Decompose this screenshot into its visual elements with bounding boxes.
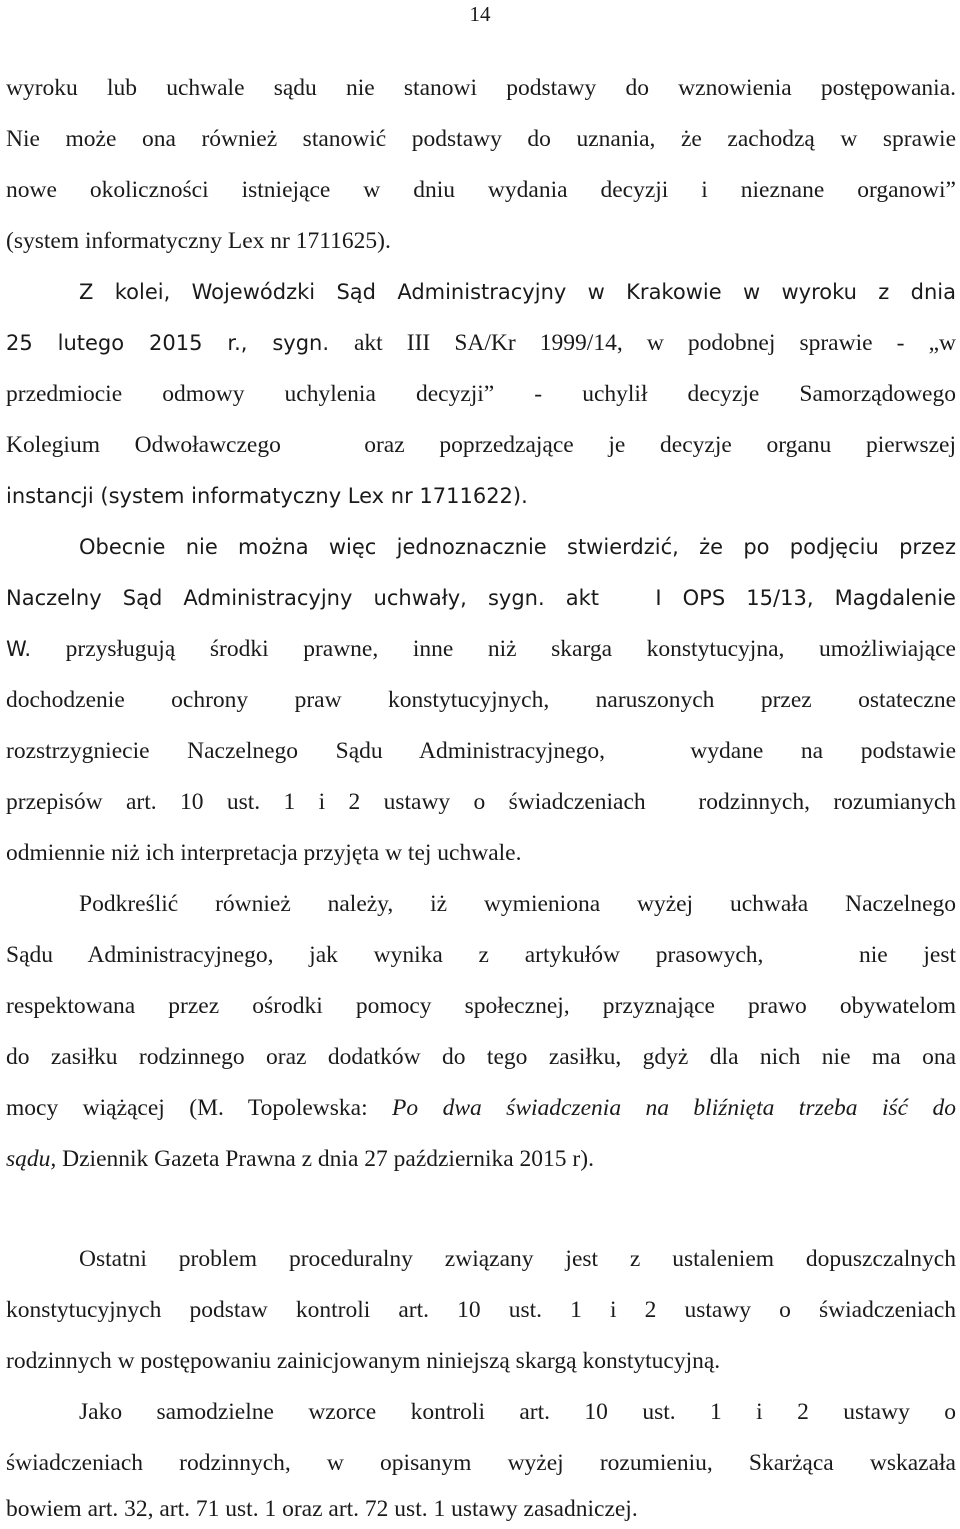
text-line: konstytucyjnych podstaw kontroli art. 10 ust. 1 i 2 ustawy o świadczeniach [6,1297,956,1323]
text-line: wyroku lub uchwale sądu nie stanowi podstawy do wznowienia postępowania. [6,75,956,101]
text-line: Nie może ona również stanowić podstawy do uznania, że zachodzą w sprawie [6,126,956,152]
text-line: świadczeniach rodzinnych, w opisanym wyżej rozumieniu, Skarżąca wskazała [6,1450,956,1476]
text-line [6,328,956,358]
text-line [6,787,956,817]
text-line: Jako samodzielne wzorce kontroli art. 10 ust. 1 i 2 ustawy o [79,1399,956,1425]
text-line: Ostatni problem proceduralny związany jest z ustaleniem dopuszczalnych [79,1246,956,1272]
text-segment: Naczelny Sąd Administracyjny uchwały, sygn. akt [6,586,600,610]
text-line [6,736,956,766]
text-line: Z kolei, Wojewódzki Sąd Administracyjny w Krakowie w wyroku z dnia [79,280,956,304]
page-number: 14 [469,2,491,26]
text-segment: rozstrzygniecie Naczelnego Sądu Administracyjnego, [6,738,605,764]
text-segment: wydane na podstawie [690,738,957,764]
text-segment: W. [6,637,32,661]
text-line: nowe okoliczności istniejące w dniu wydania decyzji i nieznane organowi” [6,177,956,203]
text-line: bowiem art. 32, art. 71 ust. 1 oraz art. 72 ust. 1 ustawy zasadniczej. [6,1496,638,1522]
text-segment: Dziennik Gazeta Prawna z dnia 27 października 2015 r). [62,1146,594,1172]
text-line [6,1093,956,1123]
text-segment: przysługują środki prawne, inne niż skarga konstytucyjna, umożliwiające [65,636,956,662]
text-line: rodzinnych w postępowaniu zainicjowanym niniejszą skargą konstytucyjną. [6,1348,721,1374]
text-segment: oraz poprzedzające je decyzje organu pierwszej [364,432,957,458]
text-segment: rodzinnych, rozumianych [698,789,956,815]
text-line [6,940,956,970]
text-segment: 1 i 2 ustawy o świadczeniach [283,789,646,815]
text-segment: mocy wiążącej (M. Topolewska: [6,1095,368,1121]
text-segment: 25 lutego 2015 r., sygn. [6,331,330,355]
text-segment: akt III SA/Kr 1999/14, w podobnej sprawie - „w [353,330,956,356]
text-segment: nie jest [858,942,957,968]
text-line: dochodzenie ochrony praw konstytucyjnych, naruszonych przez ostateczne [6,687,956,713]
text-line: Podkreślić również należy, iż wymieniona wyżej uchwała Naczelnego [79,891,956,917]
text-line: przedmiocie odmowy uchylenia decyzji” - uchylił decyzje Samorządowego [6,381,956,407]
text-line: (system informatyczny Lex nr 1711625). [6,228,391,254]
text-segment: Sądu Administracyjnego, jak wynika z artykułów prasowych, [6,942,764,968]
text-line: respektowana przez ośrodki pomocy społecznej, przyznające prawo obywatelom [6,993,956,1019]
text-line: instancji (system informatyczny Lex nr 1711622). [6,484,528,508]
text-segment: Po dwa świadczenia na bliźnięta trzeba iść do [392,1095,957,1121]
text-line [6,1144,956,1174]
text-segment: I OPS 15/13, Magdalenie [655,586,956,610]
text-line: odmiennie niż ich interpretacja przyjęta w tej uchwale. [6,840,522,866]
text-segment: przepisów art. 10 ust. [6,789,261,815]
text-segment: Kolegium Odwoławczego [6,432,281,458]
text-line [6,583,956,613]
text-line [6,430,956,460]
text-line [6,634,956,664]
text-line: Obecnie nie można więc jednoznacznie stwierdzić, że po podjęciu przez [79,535,956,559]
text-segment: sądu, [6,1146,57,1172]
text-line: do zasiłku rodzinnego oraz dodatków do tego zasiłku, gdyż dla nich nie ma ona [6,1044,956,1070]
